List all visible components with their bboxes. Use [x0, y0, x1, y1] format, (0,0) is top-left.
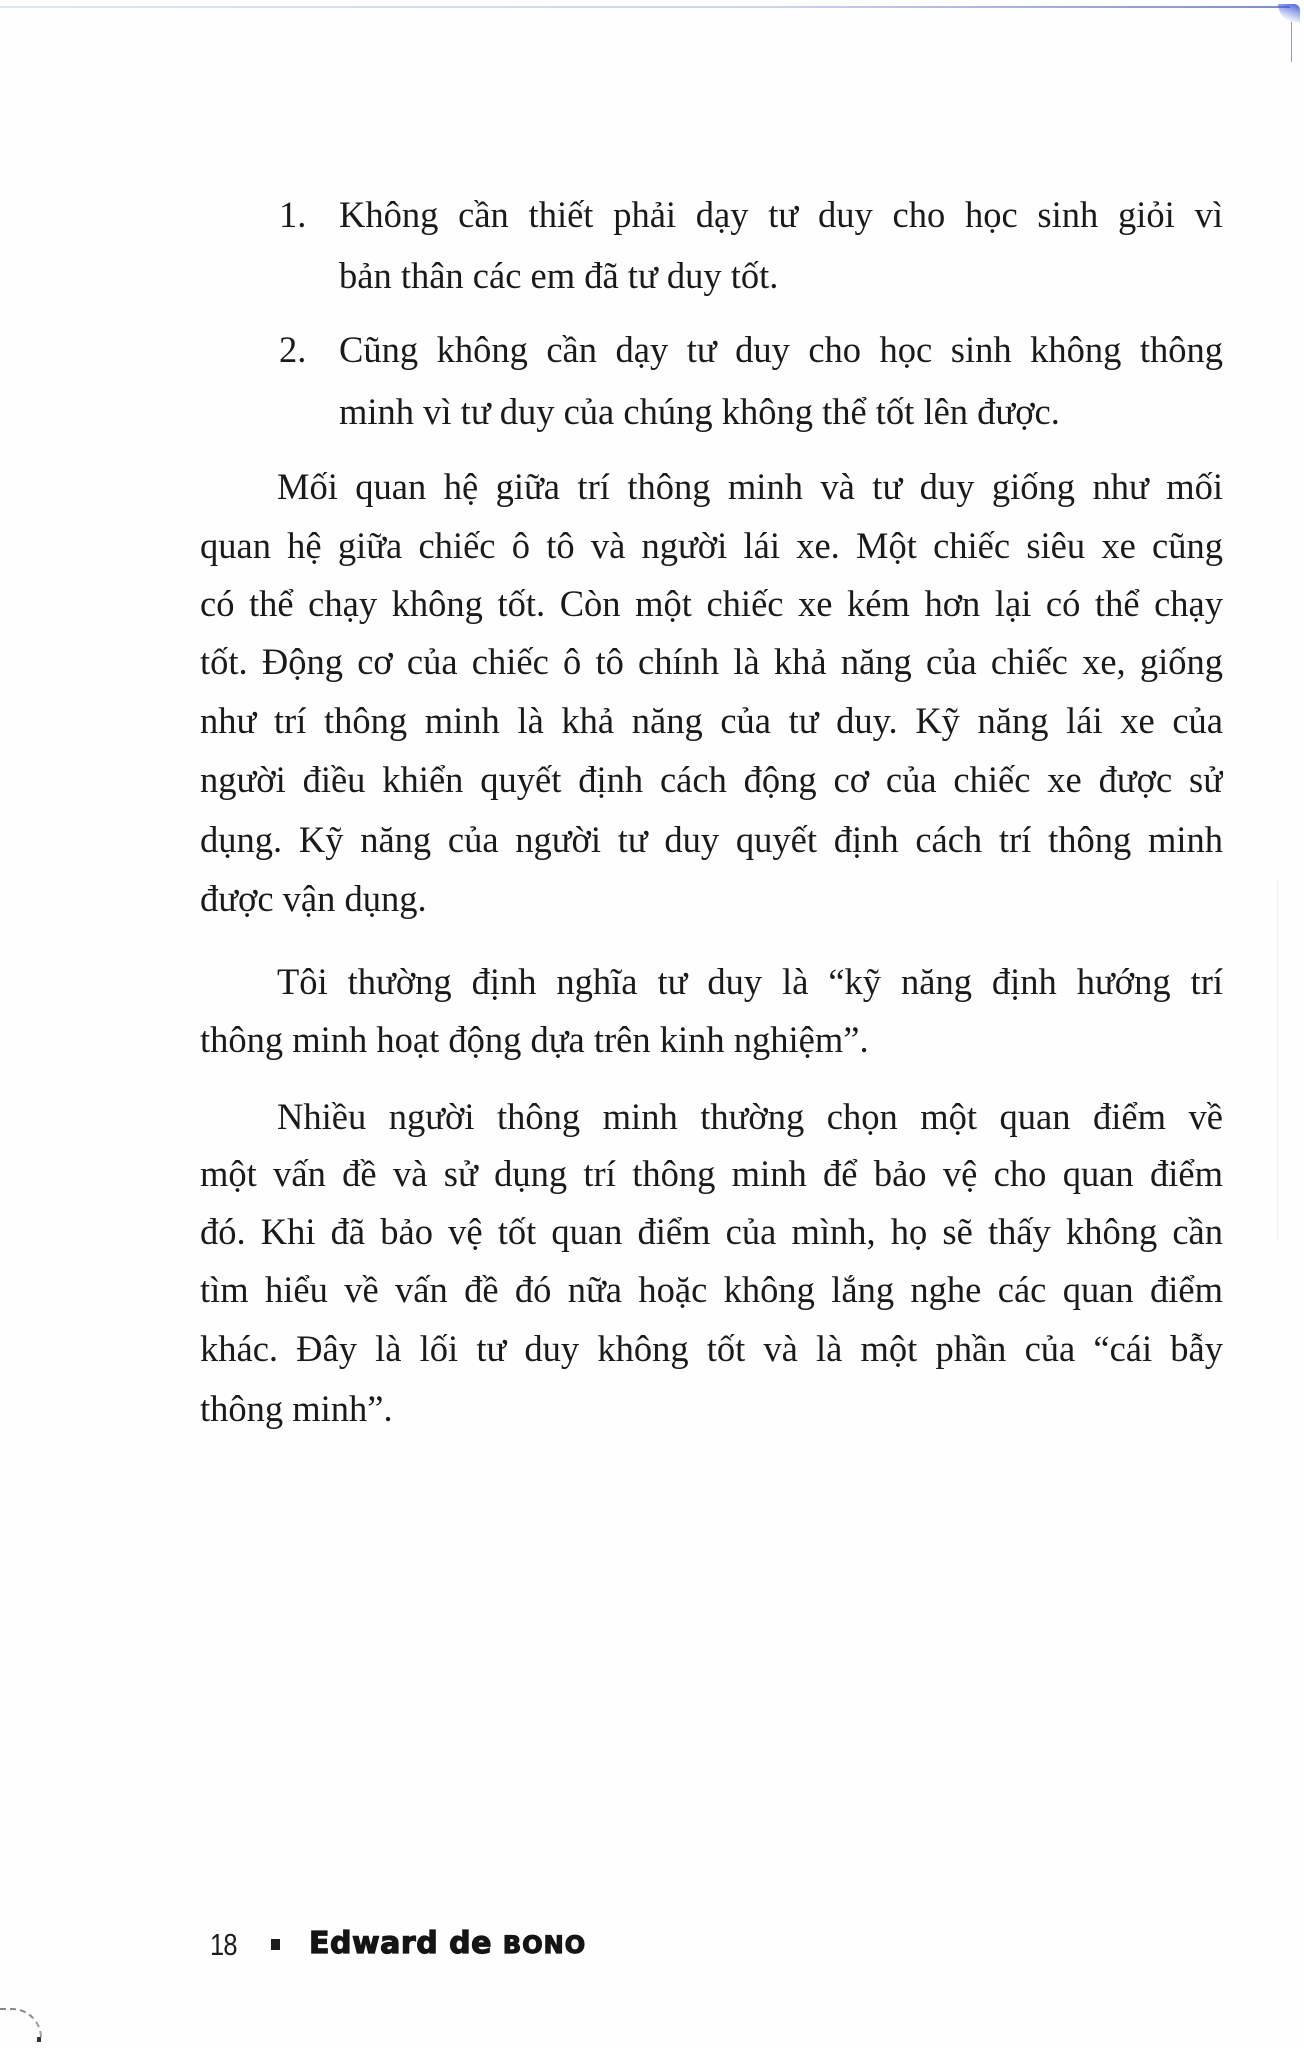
author-first: Edward de: [309, 1926, 503, 1961]
paragraph-line: như trí thông minh là khả năng của tư duy. Kỹ năng lái xe của: [200, 700, 1223, 741]
paragraph-line: được vận dụng.: [200, 878, 427, 919]
paragraph-line: thông minh”.: [200, 1388, 393, 1429]
scan-bottom-dot: [37, 2037, 41, 2042]
paragraph-line: một vấn đề và sử dụng trí thông minh để bảo vệ cho quan điểm: [200, 1153, 1223, 1194]
list-item-line: Không cần thiết phải dạy tư duy cho học sinh giỏi vì: [339, 194, 1223, 235]
paragraph-line: tốt. Động cơ của chiếc ô tô chính là khả năng của chiếc xe, giống: [200, 641, 1223, 682]
paragraph-line: có thể chạy không tốt. Còn một chiếc xe kém hơn lại có thể chạy: [200, 583, 1223, 624]
paragraph-line: người điều khiển quyết định cách động cơ của chiếc xe được sử: [200, 759, 1223, 800]
scan-top-edge: [0, 6, 1290, 8]
scan-bottom-curl: [0, 2008, 42, 2040]
square-bullet-icon: [271, 1939, 280, 1950]
paragraph-line: Tôi thường định nghĩa tư duy là “kỹ năng định hướng trí: [277, 961, 1223, 1002]
paragraph-line: Nhiều người thông minh thường chọn một quan điểm về: [277, 1096, 1223, 1137]
page-number: 18: [210, 1927, 237, 1962]
scan-corner-mark: [1278, 4, 1300, 22]
paragraph-line: Mối quan hệ giữa trí thông minh và tư duy giống như mối: [277, 466, 1223, 507]
paragraph-line: quan hệ giữa chiếc ô tô và người lái xe. Một chiếc siêu xe cũng: [200, 525, 1223, 566]
paragraph-line: thông minh hoạt động dựa trên kinh nghiệm”.: [200, 1019, 869, 1060]
page-edge-shadow: [1277, 880, 1278, 1240]
paragraph-line: đó. Khi đã bảo vệ tốt quan điểm của mình, họ sẽ thấy không cần: [200, 1211, 1223, 1252]
list-number: 1.: [279, 194, 307, 235]
list-item-line: bản thân các em đã tư duy tốt.: [339, 255, 779, 296]
list-item-line: minh vì tư duy của chúng không thể tốt lên được.: [339, 391, 1060, 432]
paragraph-line: khác. Đây là lối tư duy không tốt và là một phần của “cái bẫy: [200, 1328, 1223, 1369]
author-name: [309, 1926, 586, 1963]
list-number: 2.: [279, 329, 307, 370]
paragraph-line: dụng. Kỹ năng của người tư duy quyết định cách trí thông minh: [200, 819, 1223, 860]
paragraph-line: tìm hiểu về vấn đề đó nữa hoặc không lắng nghe các quan điểm: [200, 1269, 1223, 1310]
list-item-line: Cũng không cần dạy tư duy cho học sinh không thông: [339, 329, 1223, 370]
scan-right-edge: [1291, 22, 1292, 62]
author-last: BONO: [502, 1931, 587, 1959]
